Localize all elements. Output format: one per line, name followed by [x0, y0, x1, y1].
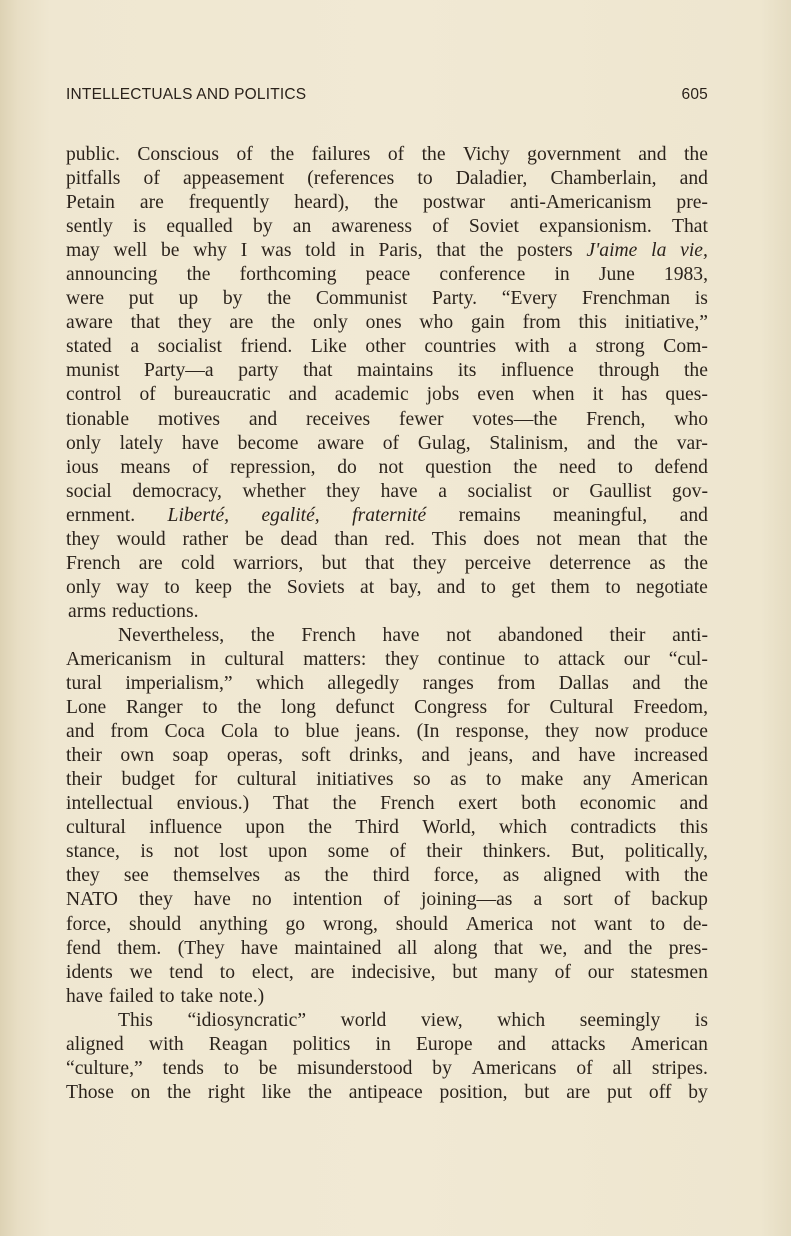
text-line: social democracy, whether they have a socialist or Gaullist gov- — [66, 480, 708, 502]
text-line: ious means of repression, do not question the need to defend — [66, 456, 708, 478]
text-line: “culture,” tends to be misunderstood by Americans of all stripes. — [66, 1057, 708, 1079]
text-line: they would rather be dead than red. This does not mean that the — [66, 528, 708, 550]
text-line: pitfalls of appeasement (references to Daladier, Chamberlain, and — [66, 168, 708, 190]
text-line: idents we tend to elect, are indecisive, but many of our statesmen — [66, 961, 708, 983]
text-line: fend them. (They have maintained all along that we, and the pres- — [66, 937, 708, 959]
text-line: may well be why I was told in Paris, that the posters J'aime la vie, — [66, 240, 708, 262]
text-line: Americanism in cultural matters: they continue to attack our “cul- — [66, 648, 708, 670]
text-line: intellectual envious.) That the French exert both economic and — [66, 793, 708, 815]
text-line: munist Party—a party that maintains its influence through the — [66, 360, 708, 382]
text-line: Petain are frequently heard), the postwar anti-Americanism pre- — [66, 192, 708, 214]
text-line: stated a socialist friend. Like other countries with a strong Com- — [66, 336, 708, 358]
text-line: tionable motives and receives fewer votes—the French, who — [66, 408, 708, 430]
body-text — [66, 143, 708, 1105]
text-line: their own soap operas, soft drinks, and jeans, and have increased — [66, 745, 708, 767]
text-line: they see themselves as the third force, as aligned with the — [66, 865, 708, 887]
text-line: French are cold warriors, but that they perceive deterrence as the — [66, 552, 708, 574]
text-line: This “idiosyncratic” world view, which seemingly is — [118, 1009, 708, 1031]
text-line: cultural influence upon the Third World, which contradicts this — [66, 817, 708, 839]
text-line: ernment. Liberté, egalité, fraternité remains meaningful, and — [66, 504, 708, 526]
text-line: tural imperialism,” which allegedly ranges from Dallas and the — [66, 673, 708, 695]
text-line: sently is equalled by an awareness of Soviet expansionism. That — [66, 216, 708, 238]
text-line: their budget for cultural initiatives so as to make any American — [66, 769, 708, 791]
text-line: Nevertheless, the French have not abandoned their anti- — [118, 624, 708, 646]
text-line: force, should anything go wrong, should America not want to de- — [66, 913, 708, 935]
text-line: Lone Ranger to the long defunct Congress for Cultural Freedom, — [66, 697, 708, 719]
text-line: were put up by the Communist Party. “Every Frenchman is — [66, 288, 708, 310]
text-line: arms reductions. — [68, 600, 199, 622]
text-line: have failed to take note.) — [66, 985, 265, 1007]
text-line: Those on the right like the antipeace position, but are put off by — [66, 1081, 708, 1103]
text-line: announcing the forthcoming peace conference in June 1983, — [66, 264, 708, 286]
text-line: NATO they have no intention of joining—as a sort of backup — [66, 889, 708, 911]
text-line: stance, is not lost upon some of their thinkers. But, politically, — [66, 841, 708, 863]
text-line: public. Conscious of the failures of the Vichy government and the — [66, 144, 708, 165]
text-line: only lately have become aware of Gulag, Stalinism, and the var- — [66, 432, 708, 454]
text-line: aware that they are the only ones who gain from this initiative,” — [66, 312, 708, 334]
text-line: aligned with Reagan politics in Europe and attacks American — [66, 1033, 708, 1055]
text-line: control of bureaucratic and academic jobs even when it has ques- — [66, 384, 708, 406]
running-head — [66, 86, 708, 108]
page-number: 605 — [681, 86, 708, 103]
text-line: and from Coca Cola to blue jeans. (In response, they now produce — [66, 721, 708, 743]
running-title: INTELLECTUALS AND POLITICS — [66, 86, 307, 103]
text-line: only way to keep the Soviets at bay, and to get them to negotiate — [66, 576, 708, 598]
